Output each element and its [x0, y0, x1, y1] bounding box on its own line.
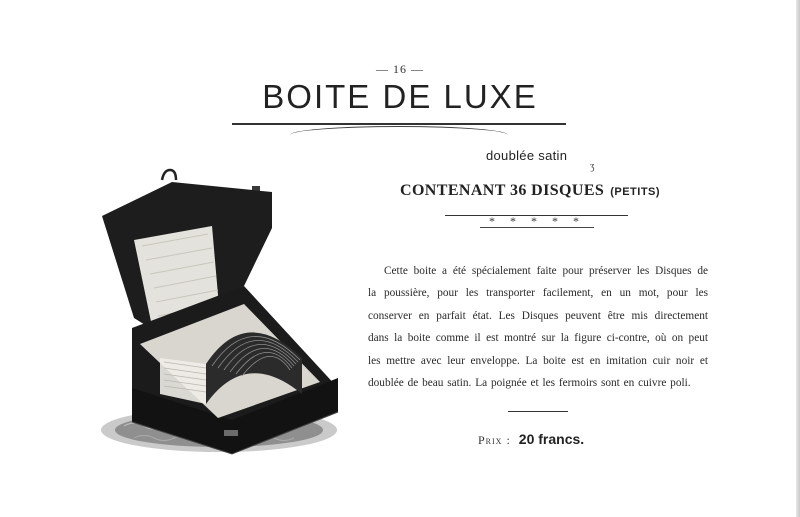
title-underline: [232, 123, 566, 125]
star-ornament: * * * * *: [489, 214, 585, 228]
heading-note: (PETITS): [610, 186, 661, 198]
record-box-drawing: [94, 168, 344, 468]
heading-text: CONTENANT 36 DISQUES: [400, 182, 605, 199]
contents-heading: [400, 182, 660, 200]
paragraph-line: dans la boite comme il est montré sur la figure ci-contre, où on peut: [368, 332, 708, 345]
page-number: — 16 —: [376, 62, 424, 76]
subtitle: doublée satin: [486, 148, 568, 163]
subtitle-mark: ʒ: [590, 161, 595, 172]
title-ornament: [290, 126, 508, 135]
price-value: 20 francs.: [518, 431, 585, 447]
price: [478, 431, 584, 449]
paragraph-line: Cette boite a été spécialement faite pour préserver les Disques de: [384, 265, 708, 277]
description-paragraph: [368, 260, 708, 394]
page-title: BOITE DE LUXE: [262, 78, 538, 115]
paragraph-line: les mettre avec leur enveloppe. La boite est en imitation cuir noir et: [368, 354, 708, 367]
paragraph-line: conserver en parfait état. Les Disques peuvent être mis directement: [368, 309, 708, 322]
handle-icon: [162, 170, 176, 180]
front-clasp-icon: [224, 430, 238, 436]
record-box-illustration: [94, 168, 344, 468]
star-divider: [480, 227, 594, 228]
paragraph-line: doublée de beau satin. La poignée et les fermoirs sont en cuivre poli.: [368, 377, 691, 390]
paragraph-line: la poussière, pour les transporter facilement, en un mot, pour les: [368, 287, 708, 300]
price-divider: [508, 411, 568, 412]
price-label: Prix :: [478, 433, 511, 447]
